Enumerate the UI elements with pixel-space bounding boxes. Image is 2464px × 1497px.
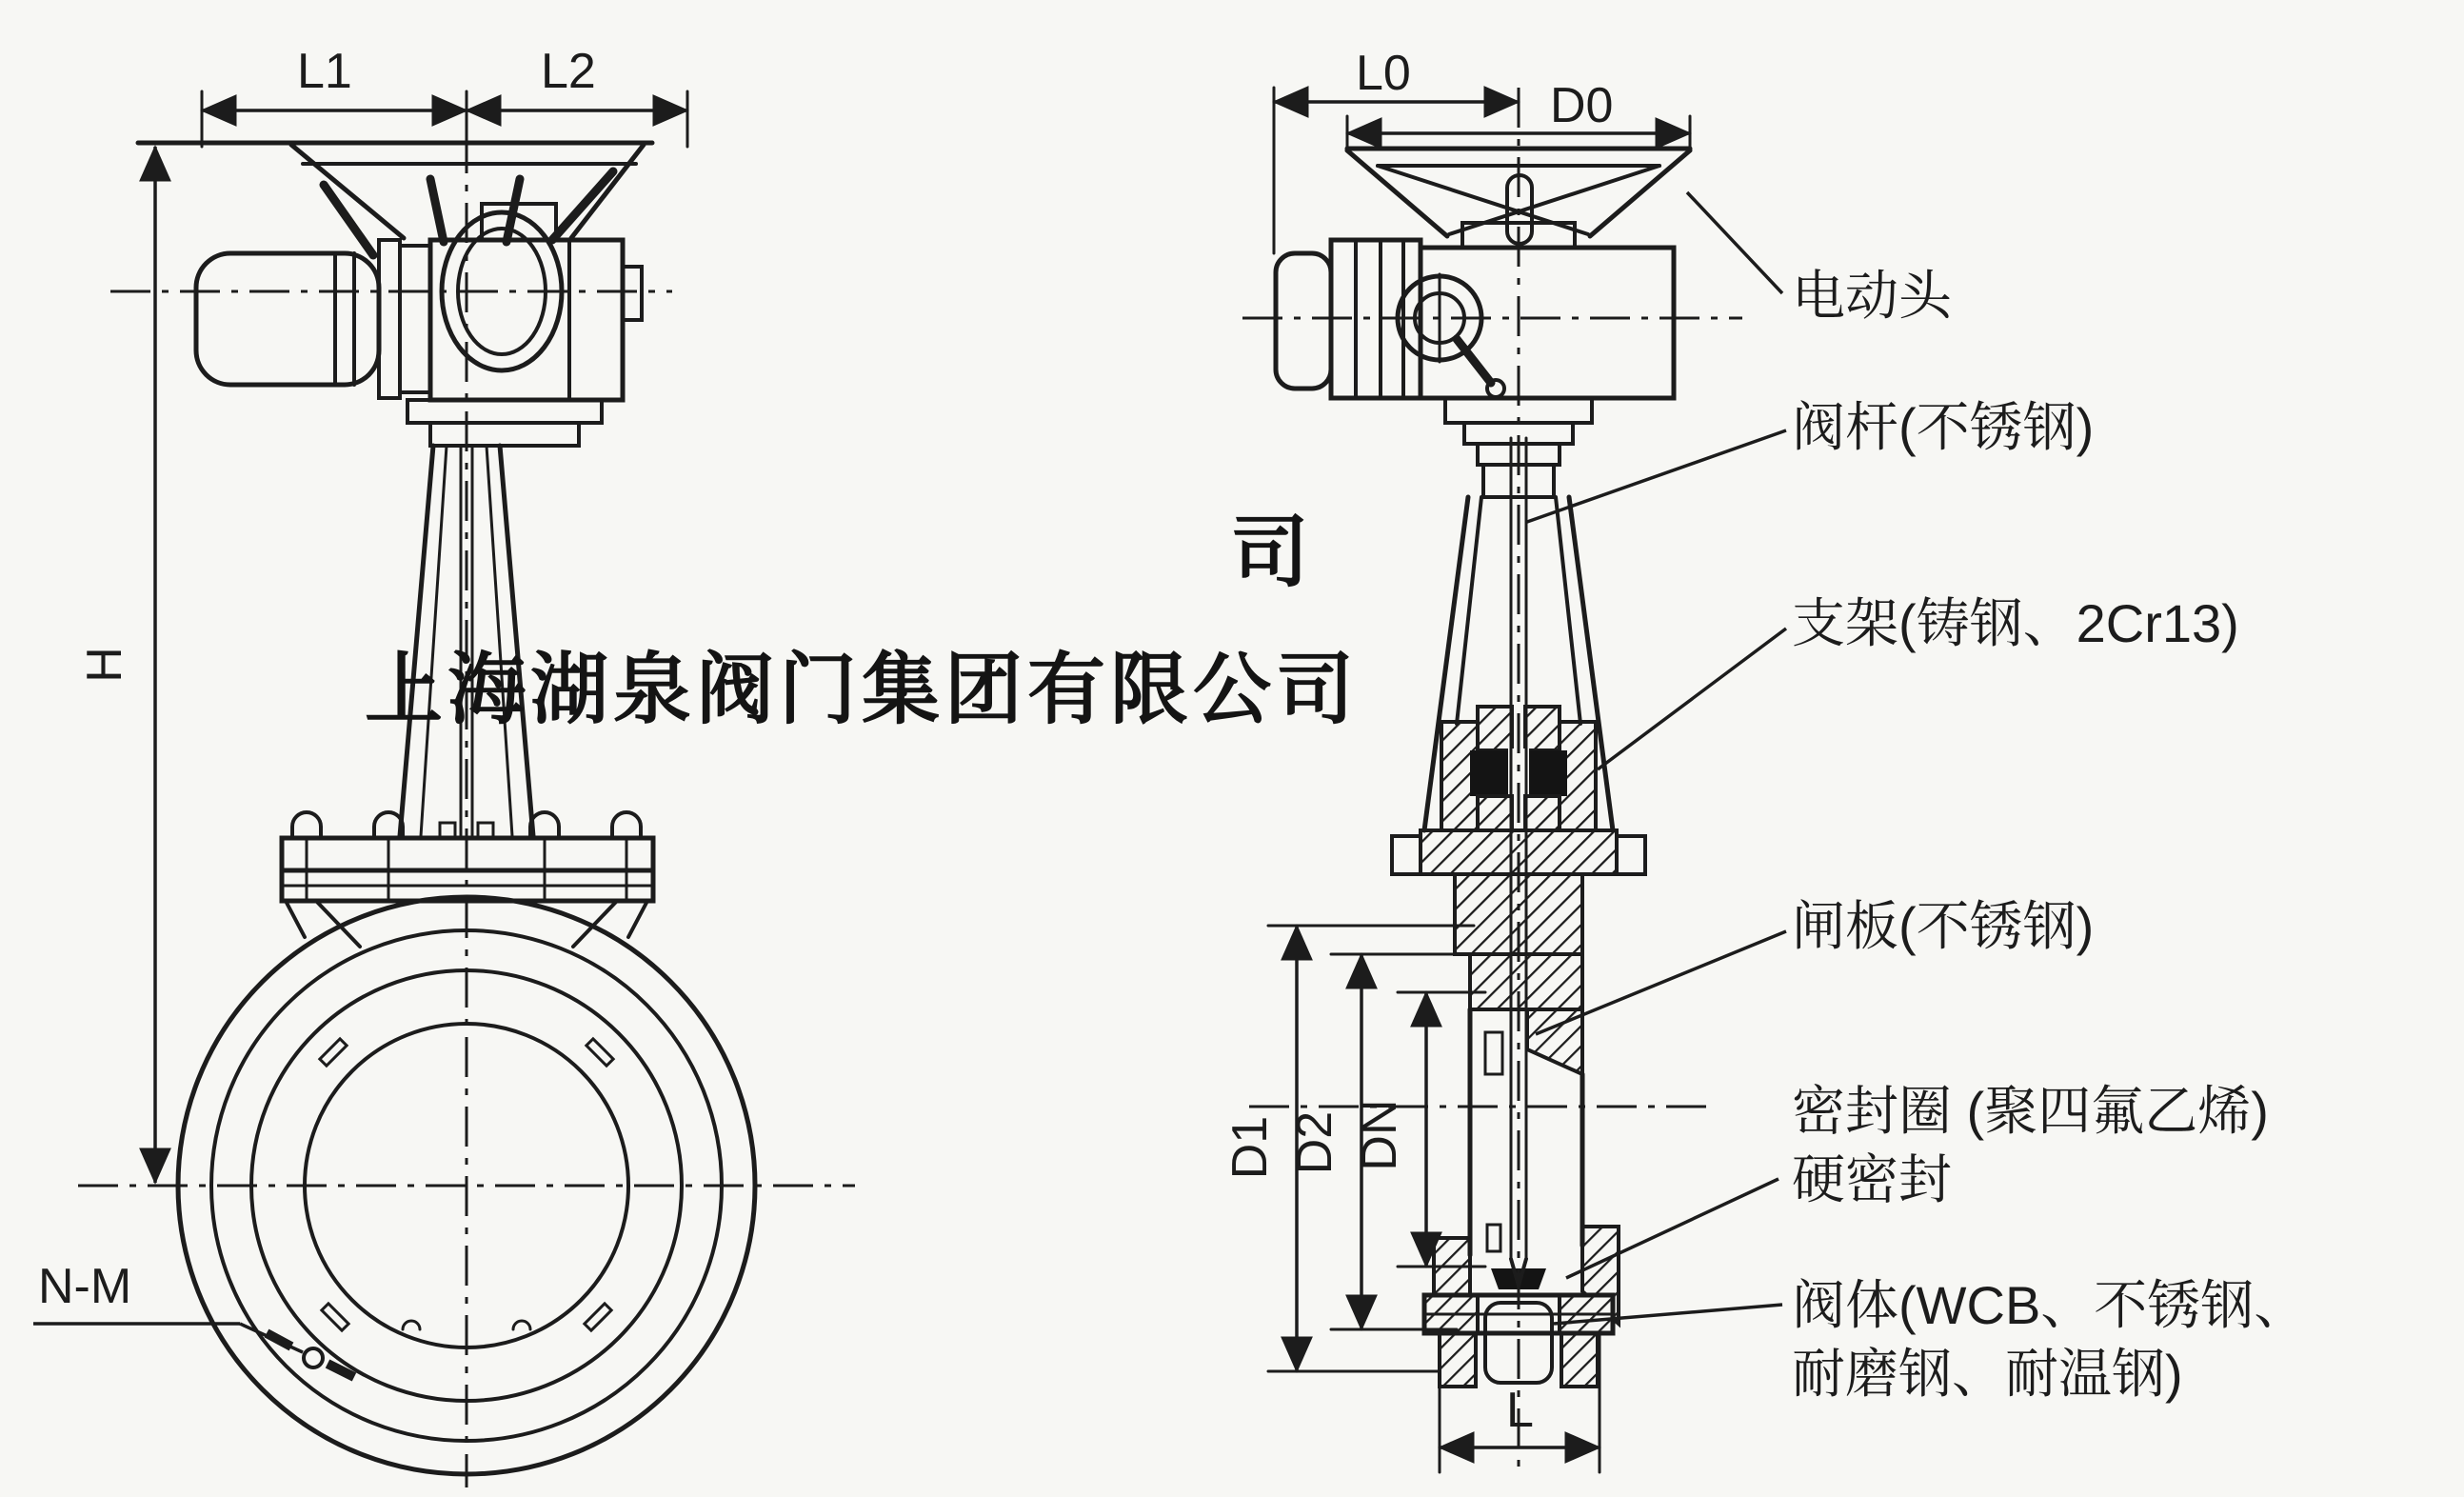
label-stem: 阀杆(不锈钢) (1792, 397, 2095, 457)
label-body-2: 耐磨钢、耐温钢) (1792, 1344, 2183, 1404)
dim-label-l2: L2 (541, 44, 596, 99)
dim-label-l0: L0 (1356, 46, 1411, 101)
dim-label-h: H (77, 647, 132, 683)
label-seal-ring: 密封圈 (聚四氟乙烯) (1792, 1081, 2269, 1141)
label-hard-seal: 硬密封 (1792, 1149, 1952, 1209)
gland (1478, 707, 1512, 750)
label-gate: 闸板(不锈钢) (1792, 896, 2095, 956)
dim-label-dn: DN (1352, 1099, 1407, 1171)
foot (1440, 1333, 1476, 1387)
dim-label-d2: D2 (1287, 1110, 1342, 1175)
gland (1525, 707, 1560, 750)
foot (1561, 1333, 1598, 1387)
dim-label-d0: D0 (1550, 78, 1614, 133)
label-body-1: 阀体(WCB、不锈钢、 (1792, 1275, 2308, 1335)
company-watermark: 上海湖泉阀门集团有限公司 (364, 647, 1360, 733)
dim-label-nm: N-M (38, 1259, 132, 1314)
watermark-fragment: 司 (1230, 509, 1314, 596)
dim-label-d1: D1 (1222, 1115, 1278, 1180)
dim-label-l: L (1506, 1383, 1534, 1438)
dim-label-l1: L1 (297, 44, 352, 99)
label-bracket: 支架(铸钢、2Cr13) (1792, 593, 2239, 653)
label-actuator: 电动头 (1792, 266, 1952, 326)
